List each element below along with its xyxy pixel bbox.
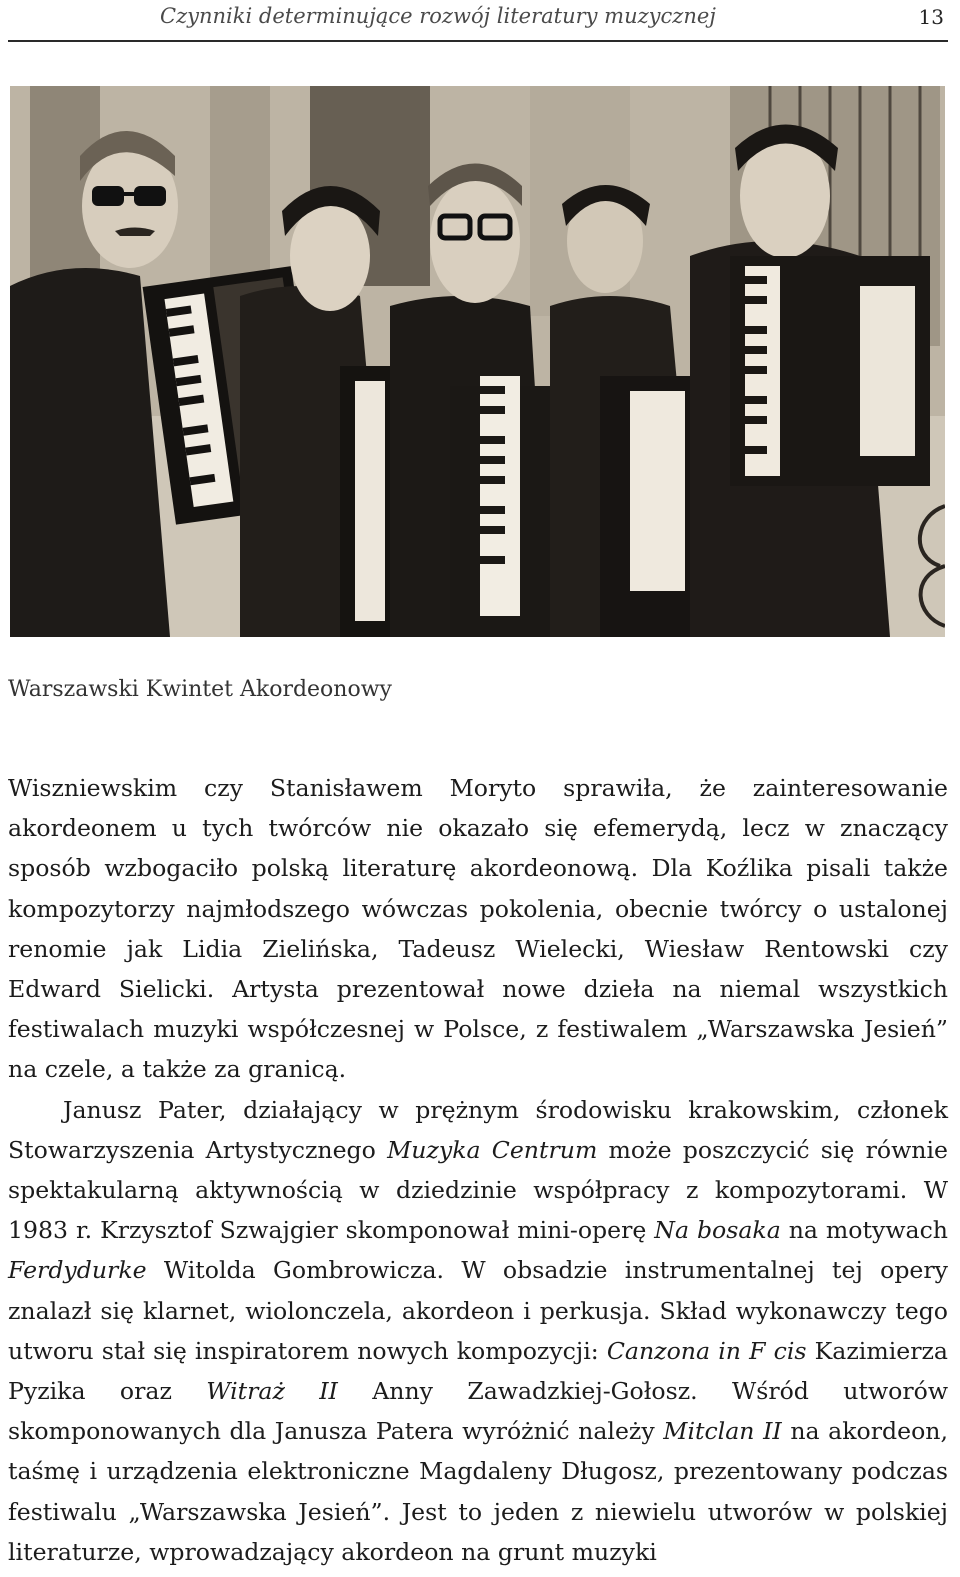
figure-caption: Warszawski Kwintet Akordeonowy (8, 677, 392, 702)
running-title: Czynniki determinujące rozwój literatury muzycznej (160, 4, 716, 28)
paragraph: Wiszniewskim czy Stanisławem Moryto sprawiła, że zainteresowanie akordeonem u tych twórców nie okazało się efemerydą, lecz w znaczący sposób wzbogaciło polską literaturę akordeonową. Dla Koźlika pisali także kompozytorzy najmłodszego wówczas pokolenia, obecnie twórcy o ustalonej renomie jak Lidia Zielińska, Tadeusz Wielecki, Wiesław Rentowski czy Edward Sielicki. Artysta prezentował nowe dzieła na niemal wszystkich festiwalach muzyki współczesnej w Polsce, z festiwalem „Warszawska Jesień” na czele, a także za granicą. (8, 774, 948, 1084)
page-number: 13 (918, 5, 944, 29)
quintet-photograph (10, 86, 945, 637)
paragraph: Janusz Pater, działający w prężnym środowisku krakowskim, członek Stowarzyszenia Artystycznego Muzyka Centrum może poszczycić się równie spektakularną aktywnością w dziedzinie współpracy z kompozytorami. W 1983 r. Krzysztof Szwajgier skomponował mini-operę Na bosaka na motywach Ferdydurke Witolda Gombrowicza. W obsadzie instrumentalnej tej opery znalazł się klarnet, wiolonczela, akordeon i perkusja. Skład wykonawczy tego utworu stał się inspiratorem nowych kompozycji: Canzona in F cis Kazimierza Pyzika oraz Witraż II Anny Zawadzkiej-Gołosz. Wśród utworów skomponowanych dla Janusza Patera wyróżnić należy Mitclan II na akordeon, taśmę i urządzenia elektroniczne Magdaleny Długosz, prezentowany podczas festiwalu „Warszawska Jesień”. Jest to jeden z niewielu utworów w polskiej literaturze, wprowadzający akordeon na grunt muzyki (8, 1095, 949, 1566)
running-header (8, 0, 948, 42)
body-text (8, 768, 948, 1572)
